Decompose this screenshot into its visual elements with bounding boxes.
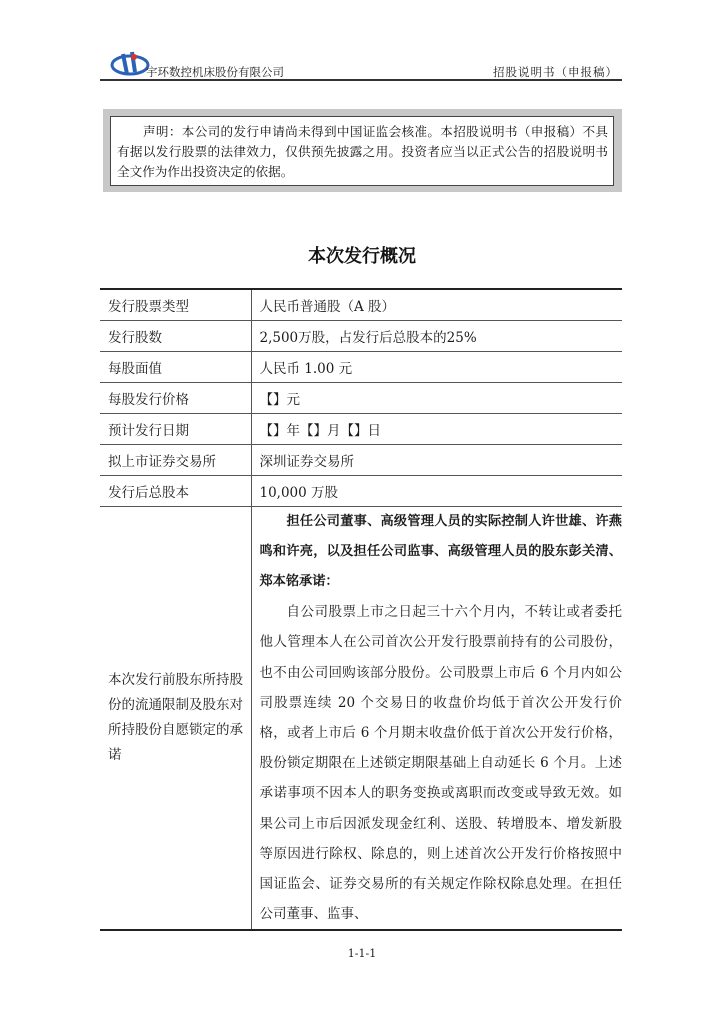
row-value: 2,500万股，占发行后总股本的25% bbox=[251, 320, 622, 351]
row-label: 发行后总股本 bbox=[100, 475, 251, 506]
header-rule bbox=[100, 79, 622, 81]
page-number: 1-1-1 bbox=[347, 947, 377, 960]
table-row bbox=[100, 289, 622, 320]
row-value: 【】元 bbox=[251, 382, 622, 413]
row-value: 深圳证券交易所 bbox=[251, 444, 622, 475]
commitment-body: 自公司股票上市之日起三十六个月内，不转让或者委托他人管理本人在公司首次公开发行股票前持有的公司股份，也不由公司回购该部分股份。公司股票上市后 6 个月内如公司股票连续 20 个交易日的收盘价均低于首次公开发行价格，或者上市后 6 个月期末收盘价低于首次公开发行价格，股份锁定期限在上述锁定期限基础上自动延长 6 个月。上述承诺事项不因本人的职务变换或离职而改变或导致无效。如果公司上市后因派发现金红利、送股、转增股本、增发新股等原因进行除权、除息的，则上述首次公开发行价格按照中国证监会、证券交易所的有关规定作除权除息处理。在担任公司董事、监事、 bbox=[259, 604, 622, 923]
row-label: 每股面值 bbox=[100, 351, 251, 382]
row-label: 拟上市证券交易所 bbox=[100, 444, 251, 475]
row-value: 人民币普通股（A 股） bbox=[251, 289, 622, 320]
notice-box bbox=[110, 116, 614, 186]
page-header bbox=[100, 44, 622, 80]
company-name: 宇环数控机床股份有限公司 bbox=[146, 65, 284, 79]
row-label: 预计发行日期 bbox=[100, 413, 251, 444]
table-row bbox=[100, 351, 622, 382]
row-value: 10,000 万股 bbox=[251, 475, 622, 506]
commitment-content bbox=[251, 506, 622, 930]
company-logo-icon bbox=[110, 48, 150, 78]
document-type: 招股说明书（申报稿） bbox=[493, 65, 618, 79]
row-label: 每股发行价格 bbox=[100, 382, 251, 413]
row-label: 发行股数 bbox=[100, 320, 251, 351]
row-value: 人民币 1.00 元 bbox=[251, 351, 622, 382]
row-label: 发行股票类型 bbox=[100, 289, 251, 320]
notice-text: 声明：本公司的发行申请尚未得到中国证监会核准。本招股说明书（申报稿）不具有据以发行股票的法律效力，仅供预先披露之用。投资者应当以正式公告的招股说明书全文作为作出投资决定的依据。 bbox=[117, 124, 608, 179]
commitment-heading: 担任公司董事、高级管理人员的实际控制人许世雄、许燕鸣和许亮，以及担任公司监事、高级管理人员的股东彭关清、郑本铭承诺： bbox=[259, 513, 622, 589]
section-title: 本次发行概况 bbox=[308, 246, 416, 267]
commitment-row bbox=[100, 506, 622, 930]
table-row bbox=[100, 320, 622, 351]
offering-summary-table bbox=[100, 288, 622, 931]
table-row bbox=[100, 413, 622, 444]
row-value: 【】年【】月【】日 bbox=[251, 413, 622, 444]
table-row bbox=[100, 444, 622, 475]
commitment-label: 本次发行前股东所持股份的流通限制及股东对所持股份自愿锁定的承诺 bbox=[100, 506, 251, 930]
table-row bbox=[100, 475, 622, 506]
table-row bbox=[100, 382, 622, 413]
